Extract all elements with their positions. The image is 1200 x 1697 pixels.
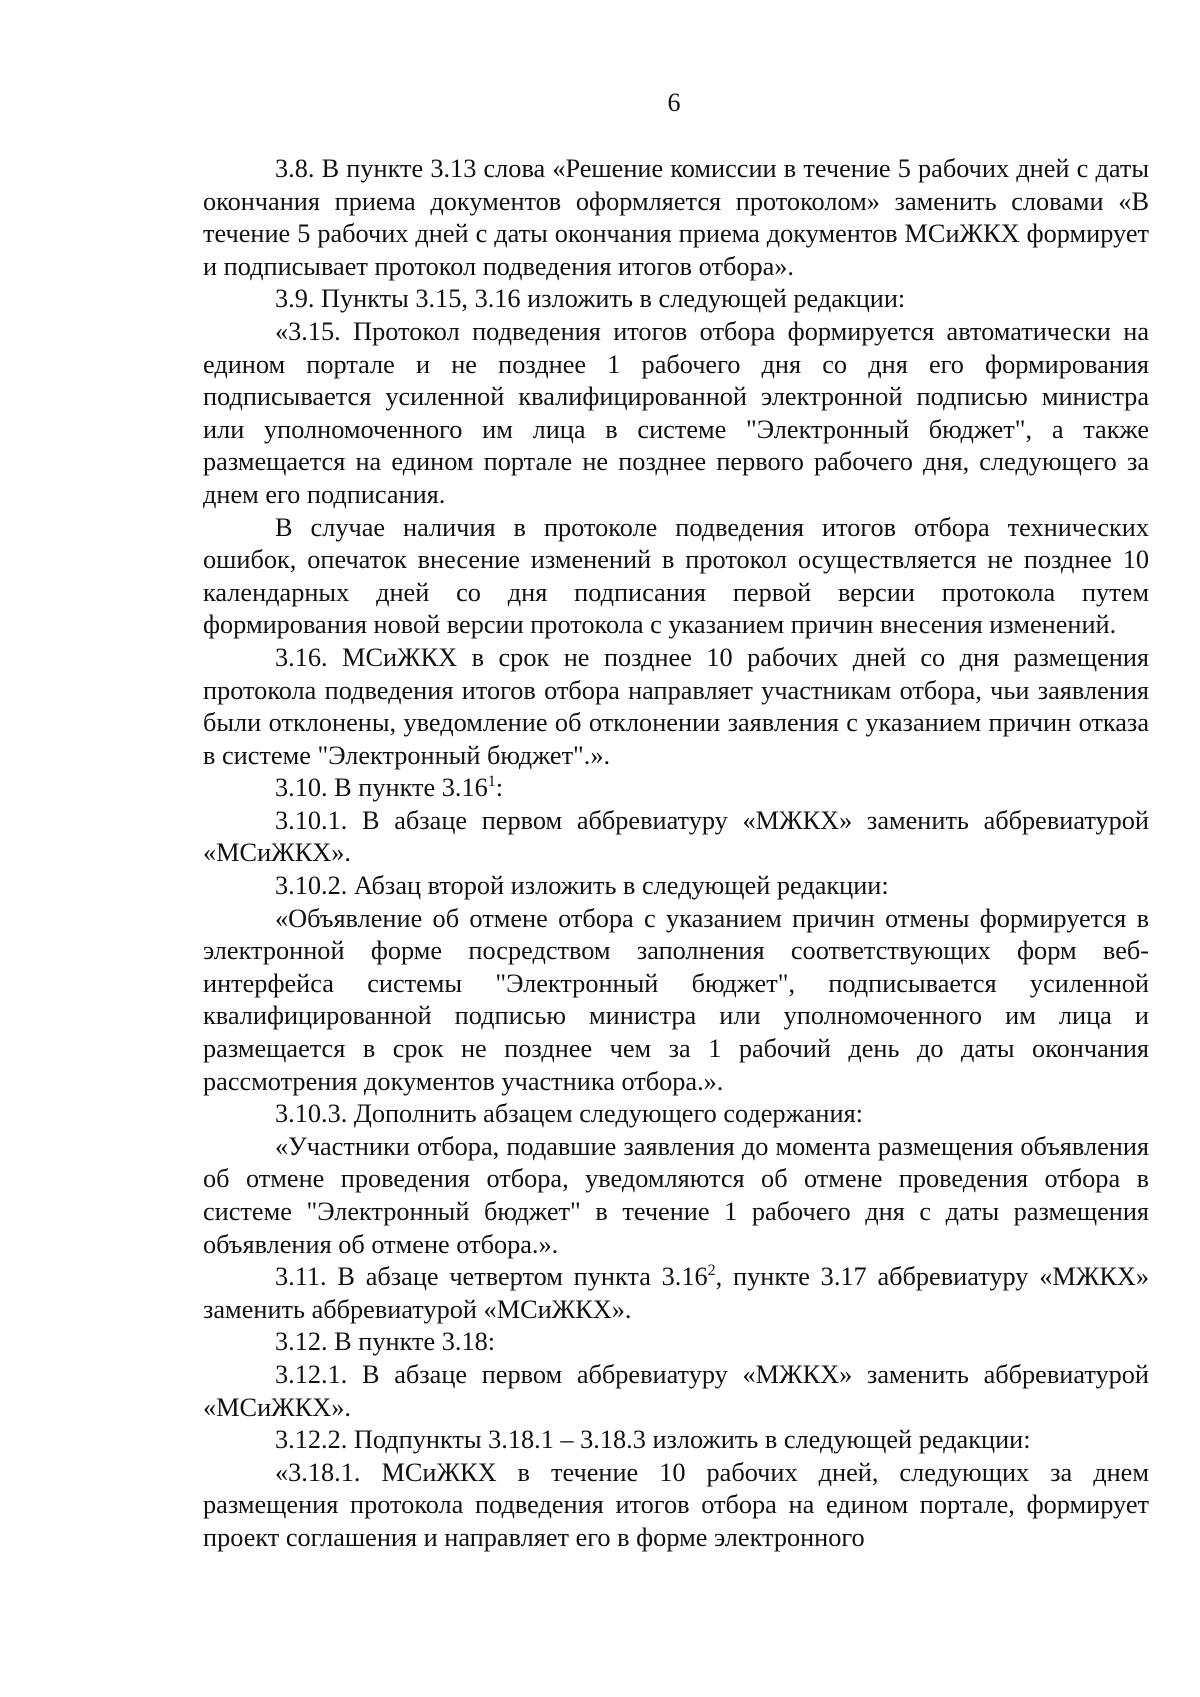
paragraph-3-12-2: 3.12.2. Подпункты 3.18.1 – 3.18.3 изложить в следующей редакции: [275, 1425, 1031, 1455]
page-number: 6 [667, 88, 681, 117]
paragraph-3-10-text: 3.10. В пункте 3.16 [275, 773, 488, 803]
paragraph-3-11 [203, 1261, 1149, 1326]
paragraph-3-10-2: 3.10.2. Абзац второй изложить в следующей редакции: [275, 871, 889, 901]
paragraph-3-8: 3.8. В пункте 3.13 слова «Решение комиссии в течение 5 рабочих дней с даты окончания приема документов оформляется протоколом» заменить словами «В течение 5 рабочих дней с даты окончания приема документов МСиЖКХ формирует и подписывает протокол подведения итогов отбора». [203, 154, 1149, 281]
paragraph-3-15: «3.15. Протокол подведения итогов отбора формируется автоматически на едином портале и не позднее 1 рабочего дня со дня его формирования подписывается усиленной квалифицированной электронной подписью министра или уполномоченного им лица в системе "Электронный бюджет", а также размещается на едином портале не позднее первого рабочего дня, следующего за днем его подписания. [203, 316, 1149, 509]
footnote-superscript: 1 [487, 773, 496, 791]
paragraph-3-12-1: 3.12.1. В абзаце первом аббревиатуру «МЖКХ» заменить аббревиатурой «МСиЖКХ». [203, 1359, 1149, 1422]
paragraph-3-10-tail: : [495, 773, 504, 803]
paragraph-3-12: 3.12. В пункте 3.18: [275, 1327, 496, 1357]
paragraph-3-16: 3.16. МСиЖКХ в срок не позднее 10 рабочих дней со дня размещения протокола подведения итогов отбора направляет участникам отбора, чьи заявления были отклонены, уведомление об отклонении заявления с указанием причин отказа в системе "Электронный бюджет".». [203, 642, 1149, 770]
paragraph-3-11-tail: , пункте 3.17 аббревиатуру «МЖКХ» заменить аббревиатурой «МСиЖКХ». [203, 1262, 1149, 1324]
paragraph-3-18-1: «3.18.1. МСиЖКХ в течение 10 рабочих дней, следующих за днем размещения протокола подведения итогов отбора на едином портале, формирует проект соглашения и направляет его в форме электронного [203, 1457, 1149, 1552]
paragraph-3-15-errors: В случае наличия в протоколе подведения итогов отбора технических ошибок, опечаток внесение изменений в протокол осуществляется не позднее 10 календарных дней со дня подписания первой версии протокола путем формирования новой версии протокола с указанием причин внесения изменений. [203, 512, 1149, 640]
paragraph-3-10 [203, 772, 1149, 805]
paragraph-3-9: 3.9. Пункты 3.15, 3.16 изложить в следующей редакции: [275, 284, 906, 314]
document-body [203, 153, 1149, 1555]
paragraph-cancellation-notice: «Объявление об отмене отбора с указанием причин отмены формируется в электронной форме посредством заполнения соответствующих форм веб-интерфейса системы "Электронный бюджет", подписывается усиленной квалифицированной подписью министра или уполномоченного им лица и размещается в срок не позднее чем за 1 рабочий день до даты окончания рассмотрения документов участника отбора.». [203, 903, 1149, 1096]
paragraph-3-10-1: 3.10.1. В абзаце первом аббревиатуру «МЖКХ» заменить аббревиатурой «МСиЖКХ». [203, 805, 1149, 868]
paragraph-3-10-3: 3.10.3. Дополнить абзацем следующего содержания: [275, 1099, 863, 1129]
footnote-superscript: 2 [707, 1262, 716, 1280]
paragraph-3-11-text: 3.11. В абзаце четвертом пункта 3.16 [275, 1262, 708, 1292]
paragraph-participants-notice: «Участники отбора, подавшие заявления до момента размещения объявления об отмене проведения отбора, уведомляются об отмене проведения отбора в системе "Электронный бюджет" в течение 1 рабочего дня с даты размещения объявления об отмене отбора.». [203, 1131, 1149, 1259]
